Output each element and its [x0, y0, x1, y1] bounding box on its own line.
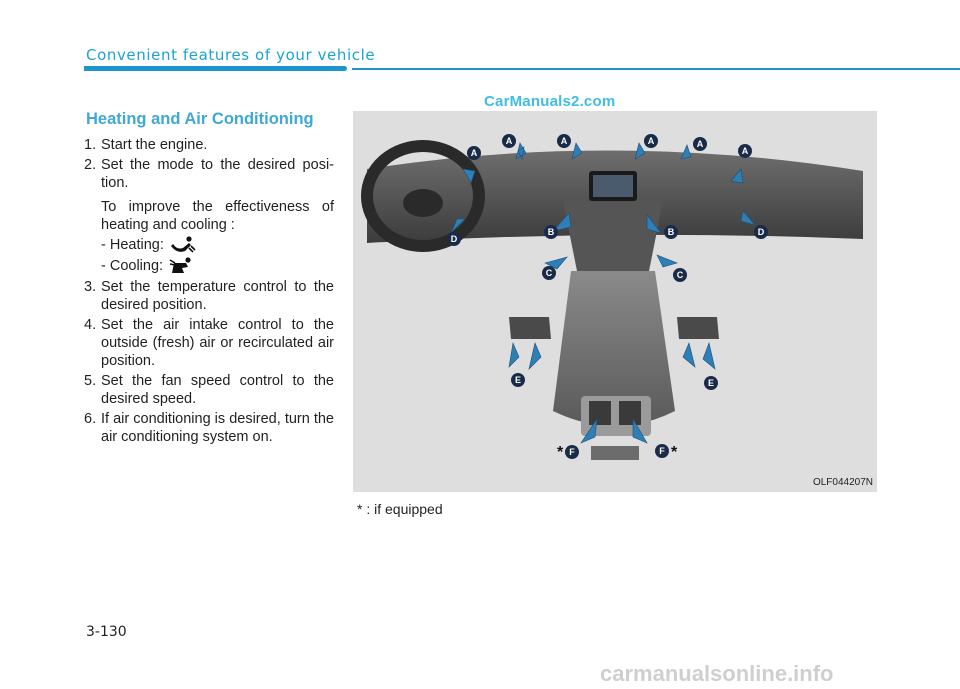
figure-code: OLF044207N — [812, 477, 873, 488]
step-5 — [84, 372, 334, 408]
section-title: Heating and Air Conditioning — [86, 110, 314, 128]
step-1 — [84, 136, 334, 154]
vent-label-a — [467, 146, 481, 160]
vent-label-d — [447, 232, 461, 246]
vent-label-e — [511, 373, 525, 387]
step-number: 1. — [84, 137, 97, 153]
vent-label-c — [673, 268, 687, 282]
vent-label-a — [644, 134, 658, 148]
heating-mode-line — [101, 234, 334, 255]
step-text: Set the temperature control to the desired position. — [101, 279, 334, 313]
dashboard-vent-diagram — [353, 111, 877, 492]
step-2-note: To improve the effectiveness of heating and cooling : — [101, 199, 334, 233]
vent-label-c — [542, 266, 556, 280]
svg-text:A: A — [470, 148, 478, 158]
step-text: If air conditioning is desired, turn the air conditioning system on. — [101, 411, 334, 445]
step-2 — [84, 156, 334, 276]
svg-text:D: D — [757, 227, 765, 237]
svg-text:A: A — [505, 136, 513, 146]
asterisk-left: * — [557, 444, 564, 461]
svg-text:D: D — [450, 234, 458, 244]
header-rule — [352, 68, 960, 70]
vent-label-f — [565, 445, 579, 459]
cooling-label: - Cooling: — [101, 257, 164, 274]
step-text: Set the fan speed control to the desired speed. — [101, 373, 334, 407]
step-text: Set the air intake control to the outside (fresh) air or recirculated air position. — [101, 317, 334, 369]
svg-text:C: C — [545, 268, 553, 278]
svg-text:A: A — [560, 136, 568, 146]
svg-text:E: E — [514, 375, 522, 385]
face-mode-icon — [168, 257, 196, 275]
step-text: Start the engine. — [101, 137, 208, 153]
step-4 — [84, 316, 334, 370]
step-text: Set the mode to the desired posi-tion. — [101, 157, 334, 191]
vent-label-a — [693, 137, 707, 151]
svg-text:C: C — [676, 270, 684, 280]
footnote: * : if equipped — [357, 501, 443, 517]
svg-text:A: A — [696, 139, 704, 149]
cooling-mode-line — [101, 255, 334, 276]
step-number: 3. — [84, 279, 97, 295]
page-number: 3-130 — [86, 624, 127, 640]
svg-text:B: B — [547, 227, 555, 237]
step-number: 2. — [84, 157, 97, 173]
svg-text:F: F — [659, 446, 665, 456]
watermark-bottom: carmanualsonline.info — [600, 661, 834, 686]
svg-text:B: B — [667, 227, 675, 237]
step-number: 6. — [84, 411, 97, 427]
floor-mode-icon — [169, 236, 197, 254]
vent-label-a — [738, 144, 752, 158]
asterisk-right: * — [671, 444, 678, 461]
vent-label-b — [664, 225, 678, 239]
vent-label-a — [557, 134, 571, 148]
chapter-header: Convenient features of your vehicle — [86, 46, 376, 64]
vent-label-e — [704, 376, 718, 390]
heating-label: - Heating: — [101, 236, 164, 253]
vent-label-b — [544, 225, 558, 239]
header-rule-accent — [84, 66, 347, 71]
watermark-top: CarManuals2.com — [484, 93, 616, 110]
svg-text:F: F — [569, 447, 575, 457]
vent-label-f — [655, 444, 669, 458]
dashboard-illustration — [353, 111, 877, 492]
vent-label-d — [754, 225, 768, 239]
vent-label-a — [502, 134, 516, 148]
svg-text:A: A — [741, 146, 749, 156]
steps-list — [84, 136, 334, 448]
svg-text:E: E — [707, 378, 715, 388]
step-number: 4. — [84, 317, 97, 333]
step-number: 5. — [84, 373, 97, 389]
step-6 — [84, 410, 334, 446]
step-3 — [84, 278, 334, 314]
svg-text:A: A — [647, 136, 655, 146]
